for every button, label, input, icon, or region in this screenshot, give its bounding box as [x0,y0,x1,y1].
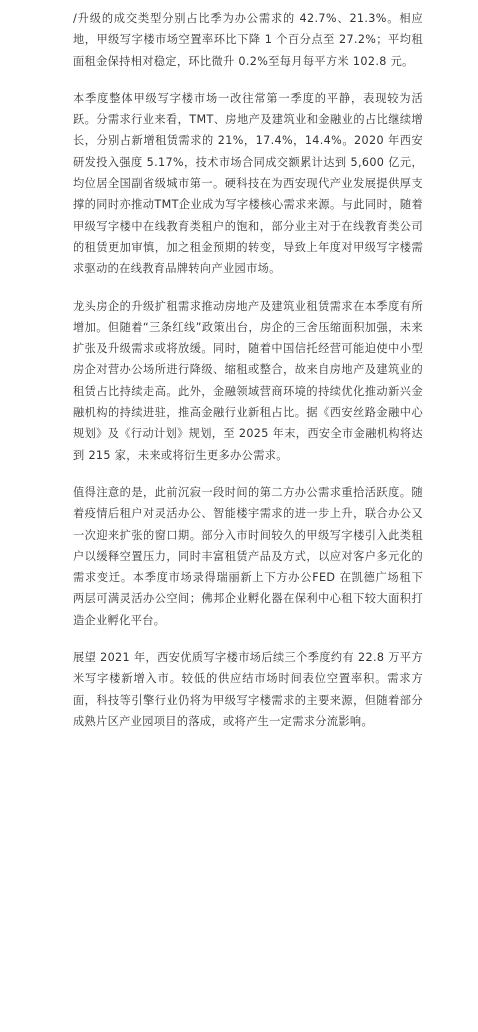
paragraph-1: /升级的成交类型分别占比季为办公需求的 42.7%、21.3%。相应地，甲级写字楼市场空置率环比下降 1 个百分点至 27.2%；平均租面租金保持相对稳定，环比微升 0.2%至每月每平方米 102.8 元。 [73,12,423,68]
paragraph-4: 值得注意的是，此前沉寂一段时间的第二方办公需求重拾活跃度。随着疫情后租户对灵活办公、智能楼宇需求的进一步上升，联合办公又一次迎来扩张的窗口期。部分入市时间较久的甲级写字楼引入此类租户以缓释空置压力，同时丰富租赁产品及方式，以应对客户多元化的需求变迁。本季度市场录得瑞丽新上下方办公FED 在凯德广场租下两层可满灵活办公空间；佛邦企业孵化器在保利中心租下较大面积打造企业孵化平台。 [73,485,423,627]
article-body [73,8,423,732]
paragraph-3: 龙头房企的升级扩租需求推动房地产及建筑业租赁需求在本季度有所增加。但随着“三条红线”政策出台，房企的三舍压缩面积加强，未来扩张及升级需求或将放缓。同时，随着中国信托经营可能迫使中小型房企对营办公场所进行降级、缩租或整合，故来自房地产及建筑业的租赁占比持续走高。此外，金融领域营商环境的持续优化推动新兴金融机构的持续进驻，推高金融行业新租占比。据《西安丝路金融中心规划》及《行动计划》规划，至 2025 年末，西安全市金融机构将达到 215 家，未来或将衍生更多办公需求。 [73,299,423,462]
paragraph-2: 本季度整体甲级写字楼市场一改往常第一季度的平静，表现较为活跃。分需求行业来看，TMT、房地产及建筑业和金融业的占比继续增长，分别占新增租赁需求的 21%，17.4%，14.4%。2020 年西安研发投入强度 5.17%，技术市场合同成交额累计达到 5,600 亿元，均位居全国副省级城市第一。硬科技在为西安现代产业发展提供厚支撑的同时亦推动TMT企业成为写字楼核心需求来源。与此同时，随着甲级写字楼中在线教育类租户的饱和，部分业主对于在线教育类公司的租赁更加审慎，加之租金预期的转变，导致上年度对甲级写字楼需求驱动的在线教育品牌转向产业园市场。 [73,91,423,276]
paragraph-5: 展望 2021 年，西安优质写字楼市场后续三个季度约有 22.8 万平方米写字楼新增入市。较低的供应结市场时间表位空置率积。需求方面，科技等引擎行业仍将为甲级写字楼需求的主要来源，但随着部分成熟片区产业园项目的落成，或将产生一定需求分流影响。 [73,651,423,728]
page [0,8,478,1032]
